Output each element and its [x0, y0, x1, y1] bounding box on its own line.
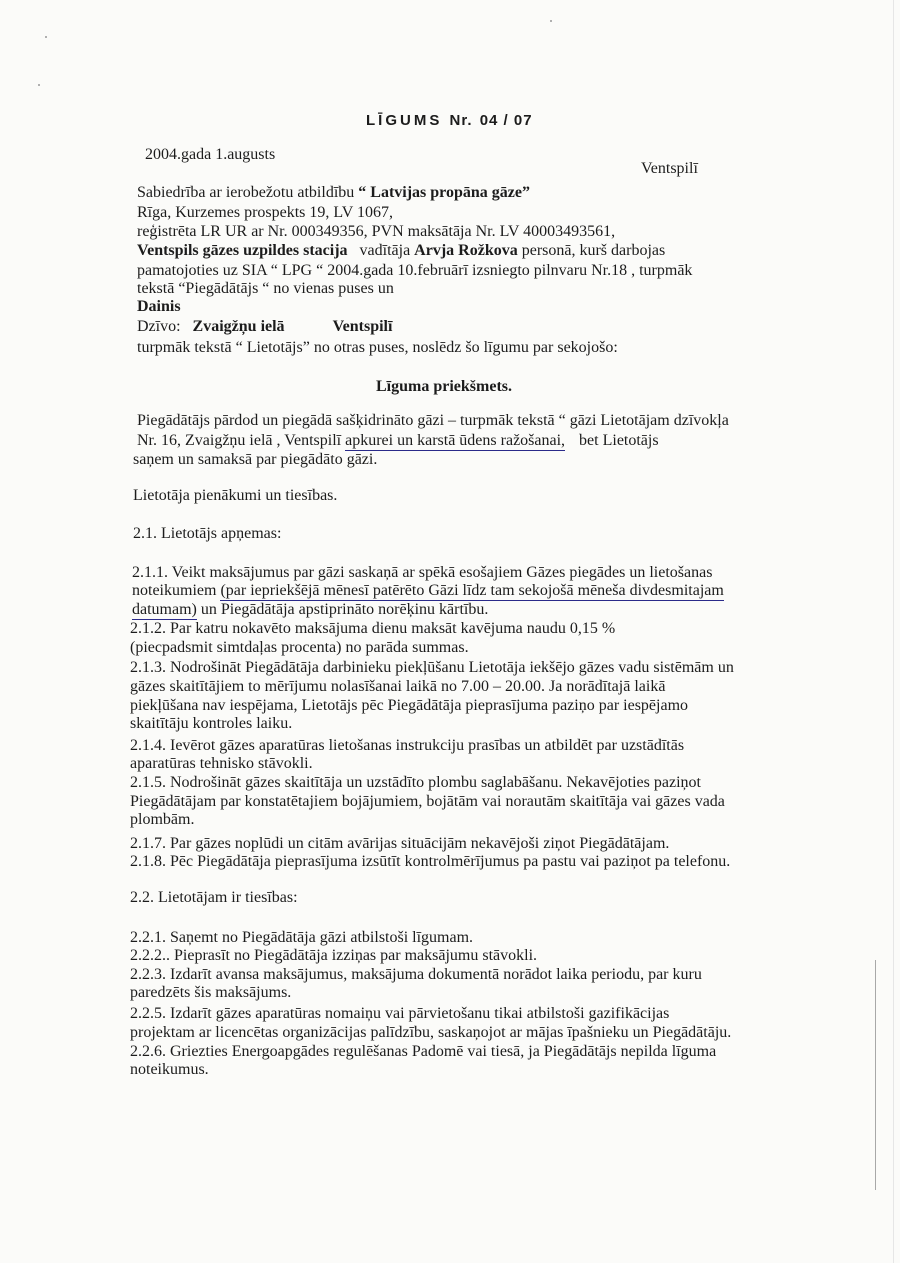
- subject-line-2: Nr. 16, Zvaigžņu ielā , Ventspilī apkurei un karstā ūdens ražošanai, bet Lietotājs: [137, 432, 659, 449]
- subject-line-1: Piegādātājs pārdod un piegādā sašķidrināto gāzi – turpmāk tekstā “ gāzi Lietotājam dzīvokļa: [137, 412, 729, 429]
- contract-date: 2004.gada 1.augusts: [145, 146, 276, 163]
- clause-2-1-3-l4: skaitītāju kontroles laiku.: [130, 715, 293, 732]
- supplier-alias-line: tekstā “Piegādātājs “ no vienas puses un: [137, 280, 394, 297]
- clause-2-1-3-l1: 2.1.3. Nodrošināt Piegādātāja darbinieku piekļūšanu Lietotāja iekšējo gāzes vadu sistēmām un: [130, 659, 734, 676]
- contract-place: Ventspilī: [641, 160, 698, 177]
- section-heading-subject: Līguma priekšmets.: [376, 378, 512, 395]
- clause-2-1-1-l3: datumam) un Piegādātāja apstiprināto norēķinu kārtību.: [132, 601, 489, 618]
- document-title: [366, 112, 533, 130]
- scan-speck: [550, 20, 552, 22]
- underlined-payment-term: (par iepriekšējā mēnesī patērēto Gāzi līdz tam sekojošā mēneša divdesmitajam: [220, 582, 724, 599]
- consumer-name: Dainis: [137, 298, 181, 315]
- clause-2-2: 2.2. Lietotājam ir tiesības:: [130, 889, 298, 906]
- clause-2-1-1-l1: 2.1.1. Veikt maksājumus par gāzi saskaņā ar spēkā esošajiem Gāzes piegādes un lietošanas: [132, 564, 713, 581]
- clause-2-1: 2.1. Lietotājs apņemas:: [133, 525, 282, 542]
- clause-2-1-3-l3: piekļūšana nav iespējama, Lietotājs pēc Piegādātāja pieprasījuma paziņo par iespējamo: [130, 697, 689, 714]
- clause-2-2-5-l2: projektam ar licencētas organizācijas palīdzību, saskaņojot ar mājas īpašnieku un Piegādātāju.: [130, 1024, 732, 1041]
- clause-2-1-2-l2: (piecpadsmit simtdaļas procenta) no parāda summas.: [130, 639, 469, 656]
- contract-number: 04 / 07: [479, 112, 533, 129]
- clause-2-1-4-l2: aparatūras tehnisko stāvokli.: [130, 755, 313, 772]
- clause-2-1-4-l1: 2.1.4. Ievērot gāzes aparatūras lietošanas instrukciju prasības un atbildēt par uzstādītās: [130, 737, 685, 754]
- clause-2-1-8: 2.1.8. Pēc Piegādātāja pieprasījuma izsūtīt kontrolmērījumus pa pastu vai paziņot pa telefonu.: [130, 853, 731, 870]
- representative-name: Arvja Rožkova: [414, 242, 518, 259]
- clause-2-1-7: 2.1.7. Par gāzes noplūdi un citām avārijas situācijām nekavējoši ziņot Piegādātājam.: [130, 835, 670, 852]
- page-edge: [893, 0, 894, 1263]
- clause-2-1-5-l1: 2.1.5. Nodrošināt gāzes skaitītāja un uzstādīto plombu saglabāšanu. Nekavējoties paziņot: [130, 774, 701, 791]
- clause-2-1-3-l2: gāzes skaitītājiem to mērījumu nolasīšanai laikā no 7.00 – 20.00. Ja norādītajā laikā: [130, 678, 666, 695]
- title-nr: Nr.: [449, 112, 473, 129]
- supplier-company: “ Latvijas propāna gāze”: [358, 184, 530, 201]
- supplier-line: Sabiedrība ar ierobežotu atbildību “ Latvijas propāna gāze”: [137, 184, 530, 201]
- clause-2-2-1: 2.2.1. Saņemt no Piegādātāja gāzi atbilstoši līgumam.: [130, 929, 474, 946]
- clause-2-1-2-l1: 2.1.2. Par katru nokavēto maksājuma dienu maksāt kavējuma naudu 0,15 %: [130, 620, 616, 637]
- power-of-attorney-line: pamatojoties uz SIA “ LPG “ 2004.gada 10.februārī izsniegto pilnvaru Nr.18 , turpmāk: [137, 262, 693, 279]
- supplier-address: Rīga, Kurzemes prospekts 19, LV 1067,: [137, 204, 393, 221]
- clause-2-2-3-l1: 2.2.3. Izdarīt avansa maksājumus, maksājuma dokumentā norādot laika periodu, par kuru: [130, 966, 702, 983]
- scan-speck: [45, 36, 47, 38]
- subject-line-3: saņem un samaksā par piegādāto gāzi.: [133, 451, 378, 468]
- clause-2-1-1-l2: noteikumiem (par iepriekšējā mēnesī patērēto Gāzi līdz tam sekojošā mēneša divdesmitajam: [132, 582, 724, 599]
- title-word: LĪGUMS: [366, 112, 443, 129]
- scan-shadow-line: [875, 960, 876, 1190]
- clause-2-2-3-l2: paredzēts šis maksājums.: [130, 984, 292, 1001]
- section-heading-duties: Lietotāja pienākumi un tiesības.: [133, 487, 338, 504]
- consumer-alias-line: turpmāk tekstā “ Lietotājs” no otras puses, noslēdz šo līgumu par sekojošo:: [137, 339, 618, 356]
- supplier-registration: reģistrēta LR UR ar Nr. 000349356, PVN maksātāja Nr. LV 40003493561,: [137, 223, 616, 240]
- clause-2-2-6-l2: noteikumus.: [130, 1061, 209, 1078]
- underlined-payment-term-end: datumam): [132, 601, 197, 618]
- consumer-address: Dzīvo: Zvaigžņu ielā Ventspilī: [137, 318, 393, 335]
- scan-speck: [38, 84, 40, 86]
- supplier-representative: Ventspils gāzes uzpildes stacija vadītāja Arvja Rožkova personā, kurš darbojas: [137, 242, 666, 259]
- clause-2-2-5-l1: 2.2.5. Izdarīt gāzes aparatūras nomaiņu vai pārvietošanu tikai atbilstoši gazifikācijas: [130, 1005, 670, 1022]
- clause-2-2-6-l1: 2.2.6. Griezties Energoapgādes regulēšanas Padomē vai tiesā, ja Piegādātājs nepilda līguma: [130, 1043, 717, 1060]
- underlined-purpose: apkurei un karstā ūdens ražošanai,: [345, 432, 566, 449]
- clause-2-1-5-l3: plombām.: [130, 811, 195, 828]
- clause-2-1-5-l2: Piegādātājam par konstatētajiem bojājumiem, bojātām vai norautām skaitītāja vai gāzes vada: [130, 793, 725, 810]
- clause-2-2-2: 2.2.2.. Pieprasīt no Piegādātāja izziņas par maksājumu stāvokli.: [130, 947, 538, 964]
